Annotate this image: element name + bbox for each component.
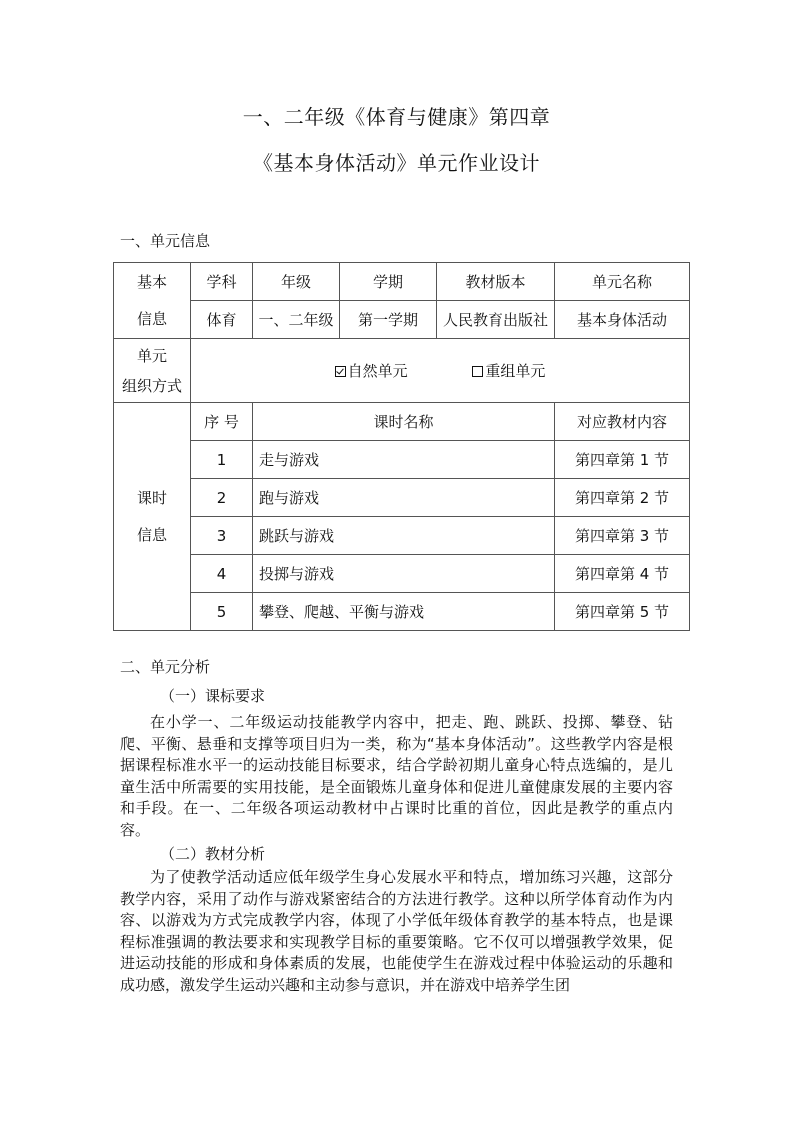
- basic-label-line1: 基本: [136, 272, 167, 291]
- section-heading-unit-info: 一、单元信息: [120, 232, 211, 250]
- value-subject: 体育: [191, 301, 253, 339]
- table-row-values: [114, 301, 690, 339]
- table-row: [114, 517, 690, 555]
- table-row-lesson-headers: [114, 403, 690, 441]
- header-edition: 教材版本: [437, 263, 555, 301]
- lesson-number: 5: [191, 593, 253, 631]
- lesson-name: 跳跃与游戏: [253, 517, 555, 555]
- table-row: [114, 441, 690, 479]
- lesson-content: 第四章第 5 节: [555, 593, 690, 631]
- lesson-number: 2: [191, 479, 253, 517]
- table-row: [114, 555, 690, 593]
- org-label-line2: 组织方式: [121, 376, 182, 395]
- unit-info-table: [113, 262, 690, 631]
- lesson-name: 跑与游戏: [253, 479, 555, 517]
- option-natural-label: 自然单元: [347, 362, 408, 380]
- lesson-number: 4: [191, 555, 253, 593]
- checked-checkbox-icon[interactable]: [335, 366, 346, 377]
- lesson-number: 1: [191, 441, 253, 479]
- header-lesson-content: 对应教材内容: [555, 403, 690, 441]
- unchecked-checkbox-icon[interactable]: [472, 366, 483, 377]
- option-regroup-unit[interactable]: [472, 360, 545, 381]
- option-regroup-label: 重组单元: [485, 362, 546, 380]
- org-label: [114, 339, 191, 403]
- document-title-line1: 一、二年级《体育与健康》第四章: [242, 105, 551, 129]
- basic-label-line2: 信息: [136, 309, 167, 328]
- subheading-textbook-analysis: （二）教材分析: [160, 845, 266, 863]
- subheading-curriculum-requirements: （一）课标要求: [160, 687, 266, 705]
- lesson-content: 第四章第 3 节: [555, 517, 690, 555]
- header-term: 学期: [340, 263, 437, 301]
- document-title-line2: 《基本身体活动》单元作业设计: [253, 151, 540, 175]
- paragraph-curriculum-requirements: 在小学一、二年级运动技能教学内容中，把走、跑、跳跃、投掷、攀登、钻爬、平衡、悬垂和支撑等项目归为一类，称为“基本身体活动”。这些教学内容是根据课程标准水平一的运动技能目标要求，结合学龄初期儿童身心特点选编的，是儿童生活中所需要的实用技能，是全面锻炼儿童身体和促进儿童健康发展的主要内容和手段。在一、二年级各项运动教材中占课时比重的首位，因此是教学的重点内容。: [120, 713, 673, 839]
- header-lesson-name: 课时名称: [253, 403, 555, 441]
- lesson-content: 第四章第 4 节: [555, 555, 690, 593]
- header-unit-name: 单元名称: [555, 263, 690, 301]
- value-edition: 人民教育出版社: [437, 301, 555, 339]
- lesson-number: 3: [191, 517, 253, 555]
- table-row: [114, 479, 690, 517]
- value-grade: 一、二年级: [253, 301, 340, 339]
- org-options: [191, 339, 690, 403]
- paragraph-textbook-analysis: 为了使教学活动适应低年级学生身心发展水平和特点，增加练习兴趣，这部分教学内容，采用了动作与游戏紧密结合的方法进行教学。这种以所学体育动作为内容、以游戏为方式完成教学内容，体现了小学低年级体育教学的基本特点，也是课程标准强调的教法要求和实现教学目标的重要策略。它不仅可以增强教学效果，促进运动技能的形成和身体素质的发展，也能使学生在游戏过程中体验运动的乐趣和成功感，激发学生运动兴趣和主动参与意识，并在游戏中培养学生团: [120, 868, 673, 994]
- table-row: [114, 593, 690, 631]
- lesson-info-label: [114, 403, 191, 631]
- lesson-label-line2: 信息: [136, 525, 167, 544]
- lesson-label-line1: 课时: [136, 488, 167, 507]
- option-natural-unit[interactable]: [335, 360, 408, 381]
- header-lesson-number: 序 号: [191, 403, 253, 441]
- header-grade: 年级: [253, 263, 340, 301]
- basic-info-label: [114, 263, 191, 339]
- value-term: 第一学期: [340, 301, 437, 339]
- lesson-content: 第四章第 2 节: [555, 479, 690, 517]
- lesson-name: 投掷与游戏: [253, 555, 555, 593]
- lesson-name: 走与游戏: [253, 441, 555, 479]
- org-label-line1: 单元: [136, 346, 167, 365]
- lesson-content: 第四章第 1 节: [555, 441, 690, 479]
- header-subject: 学科: [191, 263, 253, 301]
- lesson-name: 攀登、爬越、平衡与游戏: [253, 593, 555, 631]
- value-unit-name: 基本身体活动: [555, 301, 690, 339]
- table-row-organization: [114, 339, 690, 403]
- table-row-headers: [114, 263, 690, 301]
- section-heading-unit-analysis: 二、单元分析: [120, 658, 211, 676]
